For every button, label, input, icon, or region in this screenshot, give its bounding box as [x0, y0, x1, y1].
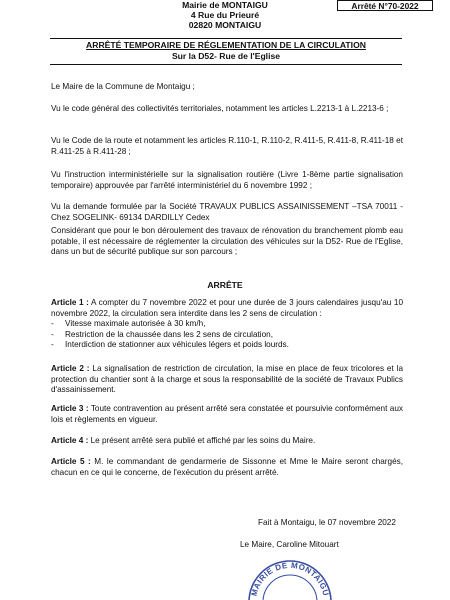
article-1-label: Article 1 :	[51, 298, 89, 307]
preamble-intro: Le Maire de la Commune de Montaigu ;	[51, 82, 195, 91]
article-2-label: Article 2 :	[51, 364, 90, 373]
seal-text: MAIRIE DE MONTAIGU	[249, 560, 331, 598]
mairie-postcode: 02820 MONTAIGU	[188, 20, 262, 30]
article-5	[51, 457, 403, 478]
article-1-bullets	[51, 319, 403, 351]
mairie-address: 4 Rue du Prieuré	[190, 10, 260, 20]
vu-paragraph-4: Vu la demande formulée par la Société TRAVAUX PUBLICS ASSAINISSEMENT –TSA 70011 - Chez SOGELINK- 69134 DARDILLY Cedex	[51, 202, 403, 222]
list-item: - Interdiction de stationner aux véhicules légers et poids lourds.	[51, 340, 403, 351]
article-3-text: Toute contravention au présent arrêté sera constatée et poursuivie conformément aux lois et règlements en vigueur.	[51, 404, 403, 424]
svg-text:MAIRIE DE MONTAIGU	[250, 561, 331, 597]
title-box	[50, 38, 402, 65]
article-2	[51, 364, 403, 396]
official-seal	[246, 558, 334, 600]
arrete-heading: ARRÊTE	[207, 280, 243, 290]
article-4	[51, 436, 403, 447]
article-5-text: M. le commandant de gendarmerie de Sissonne et Mme le Maire seront chargés, chacun en ce qui le concerne, de l'exécution du présent arrêté.	[51, 457, 404, 477]
article-1	[51, 298, 403, 351]
document-title: ARRÊTÉ TEMPORAIRE DE RÉGLEMENTATION DE LA CIRCULATION	[86, 40, 366, 50]
vu-paragraph-2: Vu le Code de la route et notamment les articles R.110-1, R.110-2, R.411-5, R.411-8, R.411-18 et R.411-25 à R.411-28 ;	[51, 136, 403, 156]
list-item: - Restriction de la chaussée dans les 2 sens de circulation,	[51, 330, 403, 341]
article-3-label: Article 3 :	[51, 404, 89, 413]
article-1-text: A compter du 7 novembre 2022 et pour une durée de 3 jours calendaires jusqu'au 10 novembre 2022, la circulation sera interdite dans les 2 sens de circulation :	[51, 298, 403, 318]
considerant-paragraph: Considérant que pour le bon déroulement des travaux de rénovation du branchement plomb eau potable, il est nécessaire de réglementer la circulation des véhicules sur la D52- Rue de l'Eglise, dans un but de sécurité publique sur son parcours ;	[51, 226, 403, 257]
place-date: Fait à Montaigu, le 07 novembre 2022	[258, 518, 396, 527]
article-4-label: Article 4 :	[51, 436, 89, 445]
vu-paragraph-1: Vu le code général des collectivités territoriales, notamment les articles L.2213-1 à L.2213-6 ;	[51, 104, 389, 113]
article-3	[51, 404, 403, 425]
vu-paragraph-3: Vu l'instruction interministérielle sur la signalisation routière (Livre 1-8ème partie signalisation temporaire) approuvée par l'arrêté interministériel du 6 novembre 1992 ;	[51, 170, 403, 190]
article-5-label: Article 5 :	[51, 457, 91, 466]
article-2-text: La signalisation de restriction de circulation, la mise en place de feux tricolores et la protection du chantier sont à la charge et sous la responsabilité de la société de Travaux Publics d'assainissement.	[51, 364, 403, 395]
signatory: Le Maire, Caroline Mitouart	[240, 540, 339, 549]
mairie-name: Mairie de MONTAIGU	[182, 0, 268, 10]
list-item: - Vitesse maximale autorisée à 30 km/h,	[51, 319, 403, 330]
arrete-number: Arrêté N°70-2022	[337, 0, 433, 11]
article-4-text: Le présent arrêté sera publié et affiché par les soins du Maire.	[88, 436, 316, 445]
document-subtitle: Sur la D52- Rue de l'Eglise	[171, 51, 281, 61]
